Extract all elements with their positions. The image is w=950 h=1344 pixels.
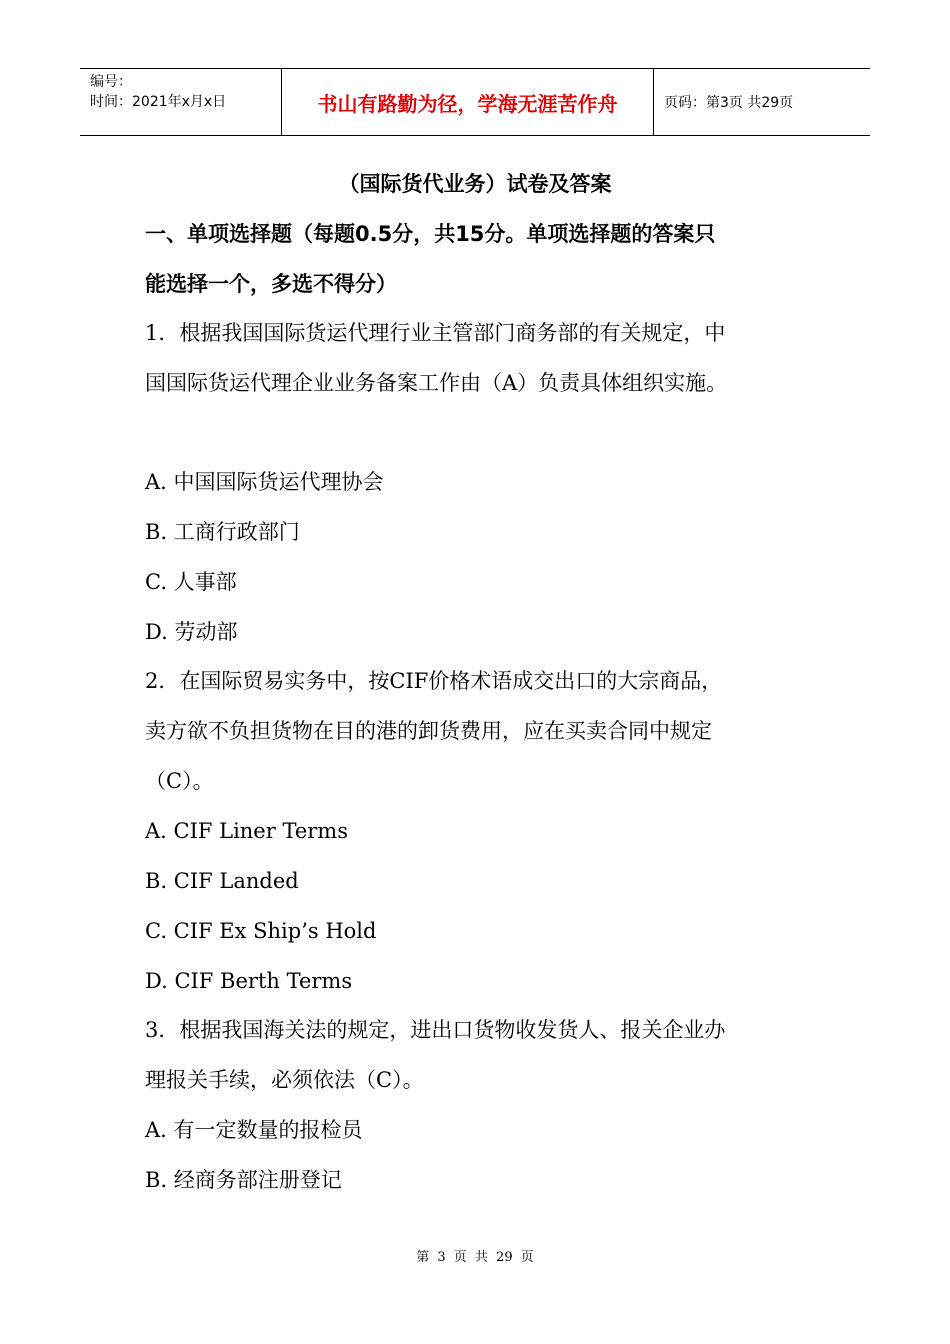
header-motto: 书山有路勤为径，学海无涯苦作舟 — [282, 69, 654, 135]
question-1-option-c: C. 人事部 — [145, 570, 237, 594]
header-meta — [80, 69, 282, 135]
question-2-option-b: B. CIF Landed — [145, 869, 299, 893]
question-2-option-d: D. CIF Berth Terms — [145, 969, 353, 993]
question-1-option-b: B. 工商行政部门 — [145, 520, 300, 544]
question-1-option-d: D. 劳动部 — [145, 620, 238, 644]
question-3-line-1: 3．根据我国海关法的规定，进出口货物收发货人、报关企业办 — [145, 1018, 726, 1042]
question-1-line-2: 国国际货运代理企业业务备案工作由（A）负责具体组织实施。 — [145, 371, 728, 395]
question-3-option-b: B. 经商务部注册登记 — [145, 1168, 342, 1192]
question-2-option-a: A. CIF Liner Terms — [145, 819, 348, 843]
header-number: 编号： — [90, 74, 132, 90]
header-date: 时间：2021年x月x日 — [90, 94, 227, 110]
page-header — [80, 68, 870, 136]
document-title: （国际货代业务）试卷及答案 — [338, 172, 612, 196]
question-1-option-a: A. 中国国际货运代理协会 — [145, 470, 384, 494]
header-page-info: 页码：第3页 共29页 — [664, 95, 794, 111]
question-2-line-3: （C）。 — [145, 769, 214, 793]
question-2-line-1: 2．在国际贸易实务中，按CIF价格术语成交出口的大宗商品， — [145, 669, 723, 693]
question-3-option-a: A. 有一定数量的报检员 — [145, 1118, 363, 1142]
page-footer: 第 3 页 共 29 页 — [416, 1250, 534, 1265]
section-heading-line-1: 一、单项选择题（每题0.5分，共15分。单项选择题的答案只 — [145, 222, 716, 246]
question-1-line-1: 1．根据我国国际货运代理行业主管部门商务部的有关规定，中 — [145, 321, 726, 345]
question-3-line-2: 理报关手续，必须依法（C）。 — [145, 1068, 424, 1092]
section-heading-line-2: 能选择一个，多选不得分） — [145, 272, 397, 296]
question-2-option-c: C. CIF Ex Ship’s Hold — [145, 919, 377, 943]
question-2-line-2: 卖方欲不负担货物在目的港的卸货费用，应在买卖合同中规定 — [145, 719, 712, 743]
